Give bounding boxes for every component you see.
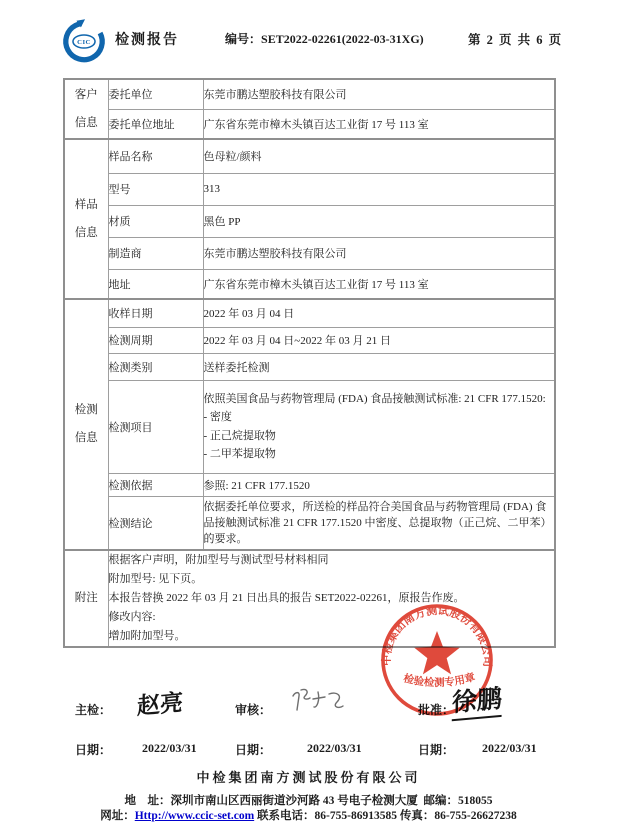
- section-label-customer-info: 客户 信息: [64, 79, 108, 139]
- stamp-company-text: 中检集团南方测试股份有限公司: [381, 605, 493, 667]
- field-value: 色母粒/颜料: [203, 139, 555, 173]
- footer-web-label: 网址：: [100, 810, 135, 822]
- field-value: 依据委托单位要求，所送检的样品符合美国食品与药物管理局 (FDA) 食品接触测试标准 21 CFR 177.1520 中密度、总提取物（正己烷、二甲苯）的要求。: [203, 496, 555, 550]
- footer-contact-line: [0, 807, 617, 823]
- field-label: 检测周期: [108, 327, 203, 353]
- field-label: 型号: [108, 173, 203, 205]
- table-row: [64, 550, 555, 647]
- field-value: 2022 年 03 月 04 日~2022 年 03 月 21 日: [203, 327, 555, 353]
- footer-phone: 86-755-86913585: [314, 810, 397, 822]
- table-row: [64, 79, 555, 109]
- report-number: [225, 30, 424, 47]
- field-value: 2022 年 03 月 04 日: [203, 299, 555, 327]
- table-row: [64, 473, 555, 496]
- footer-phone-label: 联系电话：: [257, 810, 315, 822]
- field-label: 检测依据: [108, 473, 203, 496]
- footer-company-name: 中检集团南方测试股份有限公司: [196, 770, 421, 785]
- footer-address-line: [0, 792, 617, 808]
- table-row: [64, 269, 555, 299]
- field-value: 东莞市鹏达塑胶科技有限公司: [203, 79, 555, 109]
- field-label: 地址: [108, 269, 203, 299]
- report-info-table: [63, 78, 556, 648]
- footer-website-link[interactable]: Http://www.ccic-set.com: [134, 810, 255, 822]
- field-label: 委托单位地址: [108, 109, 203, 139]
- date-value: 2022/03/31: [482, 741, 537, 755]
- field-label: 样品名称: [108, 139, 203, 173]
- approver-signature: 徐鹏: [452, 679, 502, 722]
- date-value: 2022/03/31: [142, 741, 197, 755]
- date-label: 日期：: [418, 743, 455, 757]
- field-label: 制造商: [108, 237, 203, 269]
- footer-fax-label: 传真：: [399, 810, 435, 822]
- field-value: 广东省东莞市樟木头镇百达工业街 17 号 113 室: [203, 109, 555, 139]
- table-row: [64, 139, 555, 173]
- report-number-value: SET2022-02261(2022-03-31XG): [261, 32, 424, 46]
- table-row: [64, 109, 555, 139]
- field-value: 依照美国食品与药物管理局 (FDA) 食品接触测试标准: 21 CFR 177.1520: - 密度 - 正己烷提取物 - 二甲苯提取物: [203, 380, 555, 473]
- reviewer-label: 审核：: [235, 703, 272, 717]
- report-number-label: 编号：: [225, 32, 262, 46]
- field-value: 参照: 21 CFR 177.1520: [203, 473, 555, 496]
- footer-postcode: 518055: [458, 795, 493, 807]
- section-label-test-info: 检测 信息: [64, 299, 108, 550]
- table-row: [64, 380, 555, 473]
- table-row: [64, 205, 555, 237]
- field-label: 检测类别: [108, 353, 203, 380]
- field-value: 313: [203, 173, 555, 205]
- report-title: 检测报告: [115, 33, 179, 48]
- footer-postcode-label: 邮编：: [423, 795, 458, 807]
- table-row: [64, 353, 555, 380]
- footer-address-label: 地 址：: [124, 795, 171, 807]
- section-label-notes: 附注: [64, 550, 108, 647]
- page-indicator: 第 2 页 共 6 页: [468, 33, 563, 47]
- field-label: 委托单位: [108, 79, 203, 109]
- field-label: 材质: [108, 205, 203, 237]
- date-label: 日期：: [235, 743, 272, 757]
- reviewer-signature: [287, 686, 349, 720]
- notes-content: 根据客户声明，附加型号与测试型号材料相同 附加型号: 见下页。 本报告替换 2022 年 03 月 21 日出具的报告 SET2022-02261，原报告作废。 修改内容: 增加附加型号。: [108, 550, 555, 647]
- date-label: 日期：: [75, 743, 112, 757]
- field-value: 黑色 PP: [203, 205, 555, 237]
- table-row: [64, 496, 555, 550]
- stamp-caption-text: 检验检测专用章: [402, 672, 477, 690]
- field-value: 东莞市鹏达塑胶科技有限公司: [203, 237, 555, 269]
- footer-fax: 86-755-26627238: [434, 810, 517, 822]
- table-row: [64, 173, 555, 205]
- field-value: 送样委托检测: [203, 353, 555, 380]
- table-row: [64, 299, 555, 327]
- field-label: 收样日期: [108, 299, 203, 327]
- section-label-sample-info: 样品 信息: [64, 139, 108, 299]
- approver-label: 批准：: [418, 703, 455, 717]
- inspector-label: 主检：: [75, 703, 112, 717]
- field-label: 检测结论: [108, 496, 203, 550]
- cic-logo-text: CIC: [77, 38, 91, 46]
- field-value: 广东省东莞市樟木头镇百达工业街 17 号 113 室: [203, 269, 555, 299]
- field-label: 检测项目: [108, 380, 203, 473]
- inspector-signature: 赵亮: [136, 689, 184, 720]
- date-value: 2022/03/31: [307, 741, 362, 755]
- table-row: [64, 327, 555, 353]
- cic-logo-icon: [61, 18, 107, 65]
- footer-address: 深圳市南山区西丽街道沙河路 43 号电子检测大厦: [170, 795, 418, 807]
- table-row: [64, 237, 555, 269]
